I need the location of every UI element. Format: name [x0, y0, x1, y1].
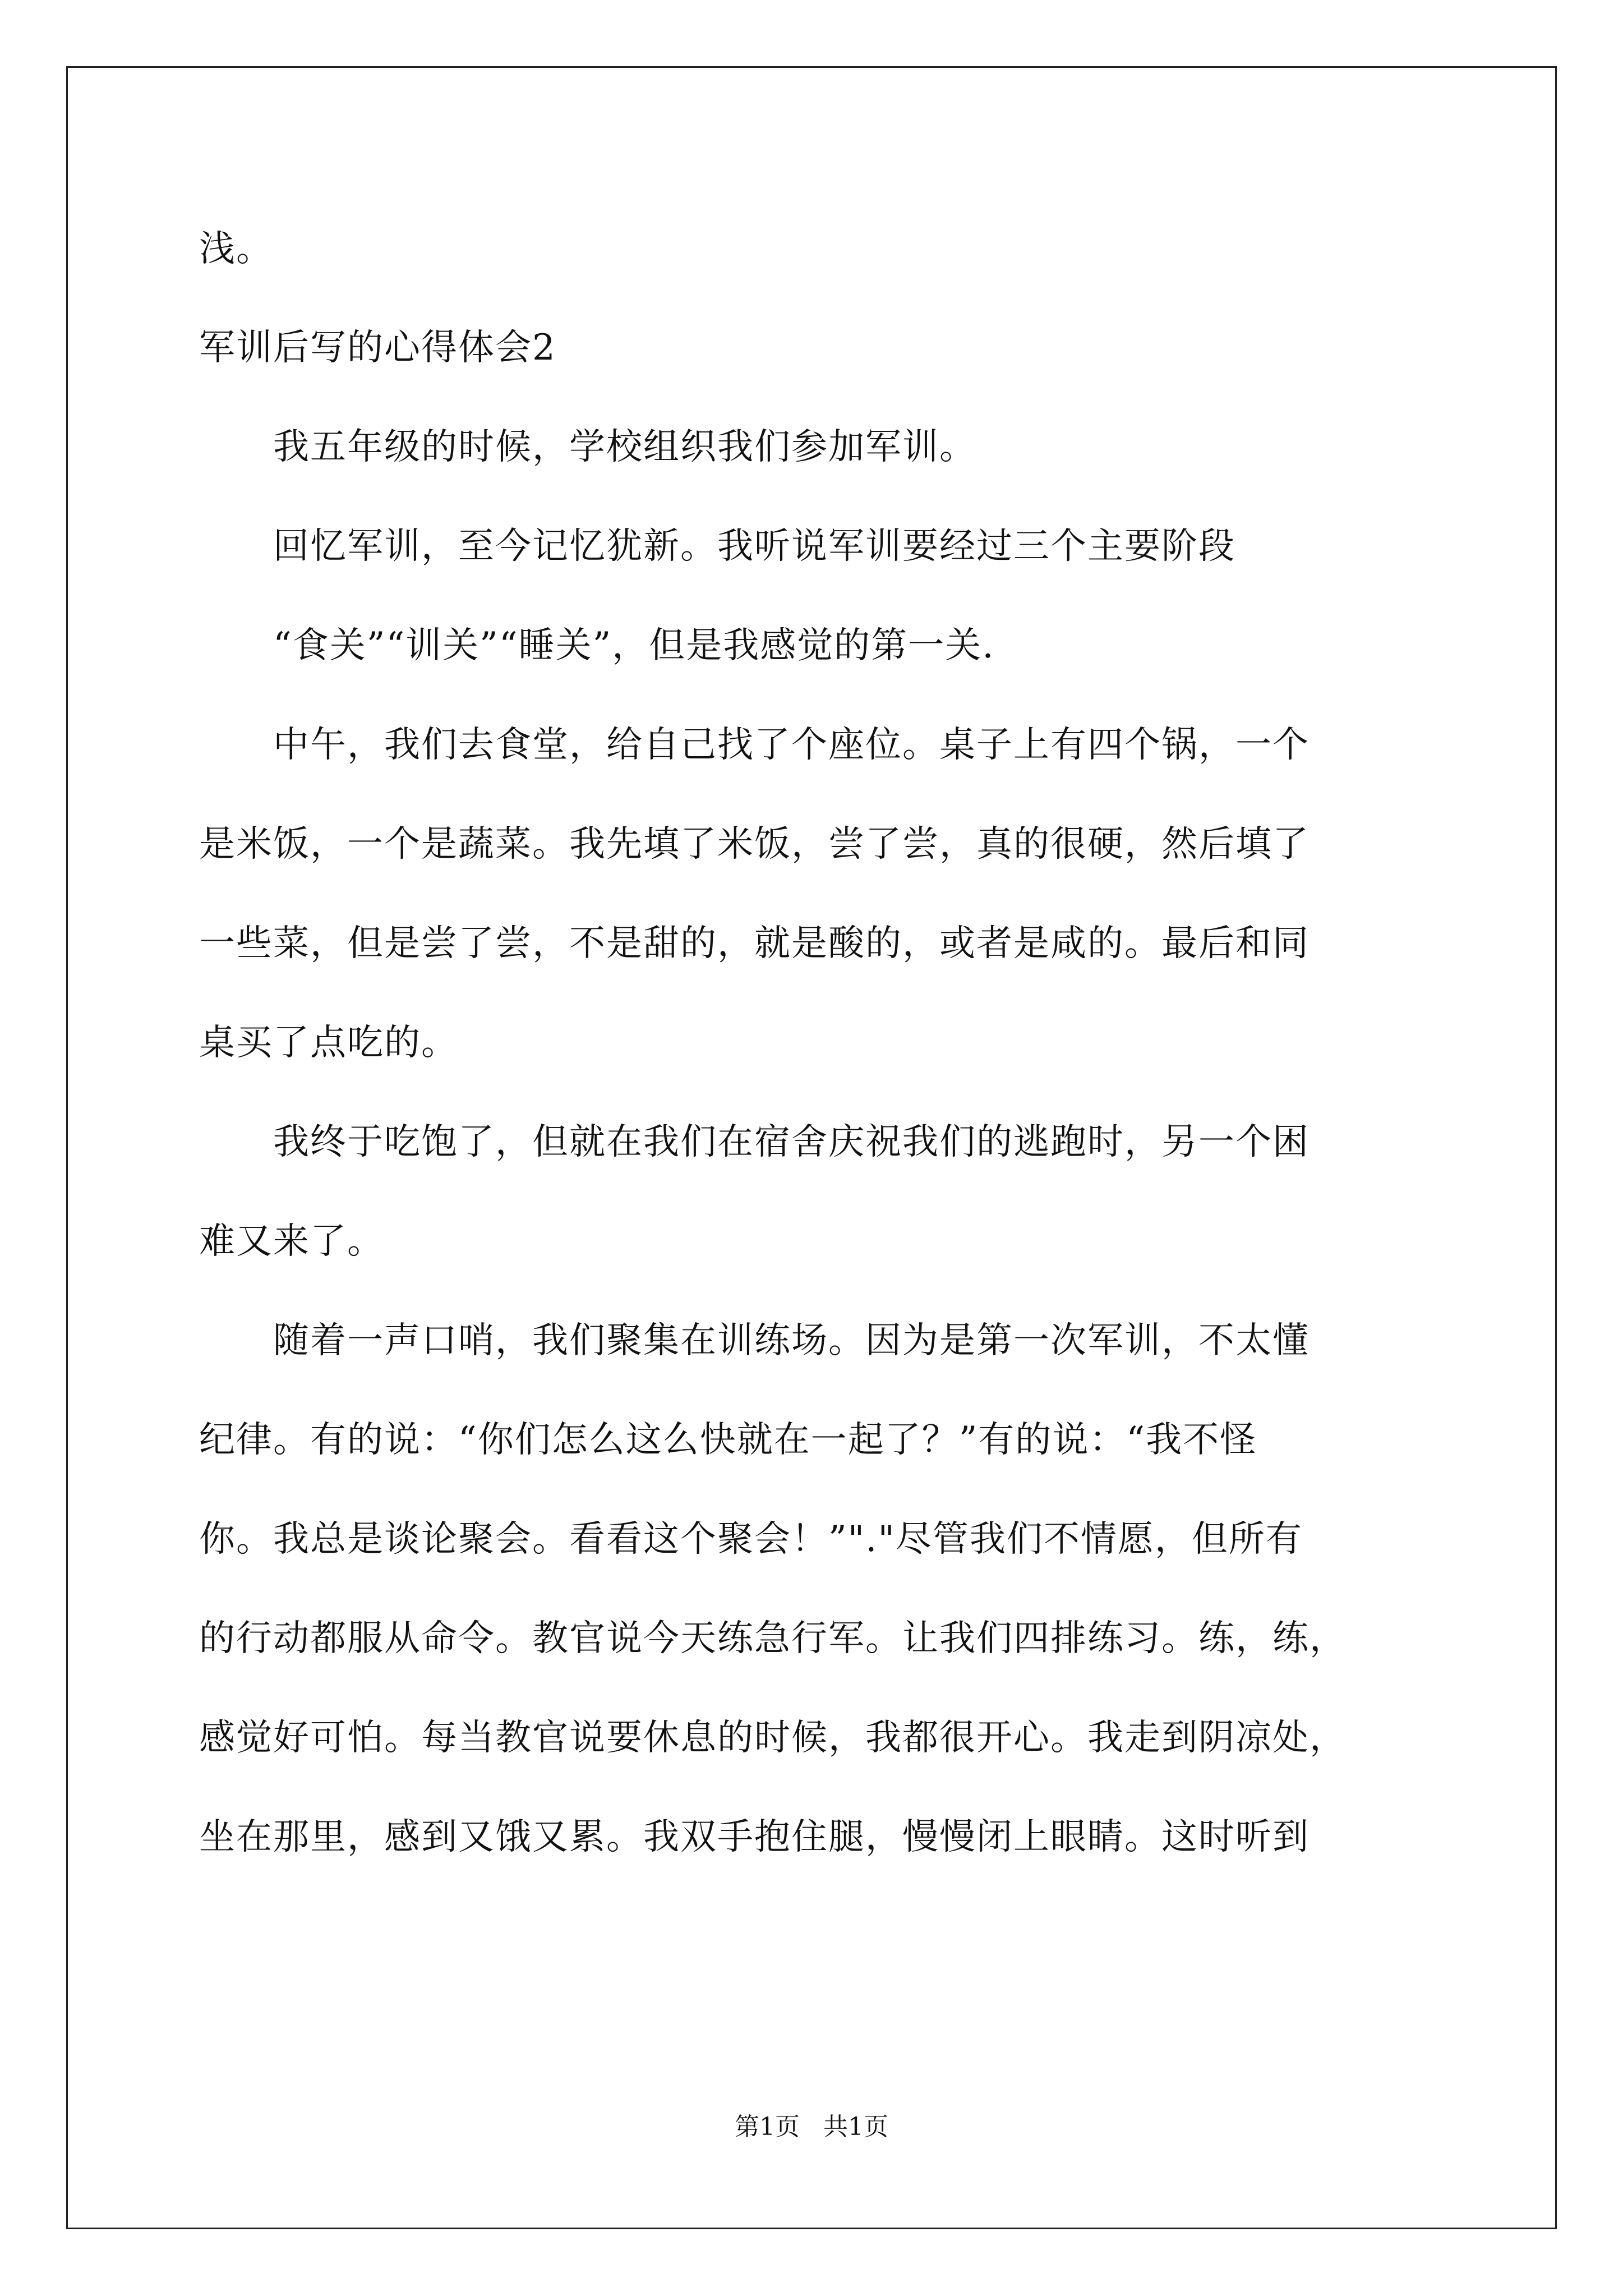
text-line-13: 纪律。有的说：“你们怎么这么快就在一起了？”有的说：“我不怪 [199, 1419, 1257, 1461]
text-line-8: 一些菜，但是尝了尝，不是甜的，就是酸的，或者是咸的。最后和同 [199, 923, 1310, 964]
text-line-17: 坐在那里，感到又饿又累。我双手抱住腿，慢慢闭上眼睛。这时听到 [199, 1816, 1310, 1858]
text-line-12: 随着一声口哨，我们聚集在训练场。因为是第一次军训，不太懂 [199, 1320, 1310, 1361]
text-line-9: 桌买了点吃的。 [199, 1022, 458, 1064]
text-line-11: 难又来了。 [199, 1221, 384, 1262]
text-line-7: 是米饭，一个是蔬菜。我先填了米饭，尝了尝，真的很硬，然后填了 [199, 823, 1310, 865]
page-footer: 第1页 共1页 [735, 2113, 888, 2141]
text-line-14: 你。我总是谈论聚会。看看这个聚会！”"."尽管我们不情愿，但所有 [199, 1519, 1303, 1560]
text-line-16: 感觉好可怕。每当教官说要休息的时候，我都很开心。我走到阴凉处， [199, 1717, 1347, 1759]
text-line-15: 的行动都服从命令。教官说今天练急行军。让我们四排练习。练，练， [199, 1618, 1347, 1659]
text-line-4: 回忆军训，至今记忆犹新。我听说军训要经过三个主要阶段 [199, 526, 1235, 567]
text-line-5: “食关”“训关”“睡关”，但是我感觉的第一关. [199, 625, 995, 666]
section-heading: 军训后写的心得体会2 [199, 327, 556, 369]
text-line-1: 浅。 [199, 228, 273, 270]
text-line-6: 中午，我们去食堂，给自己找了个座位。桌子上有四个锅，一个 [199, 724, 1310, 766]
text-line-3: 我五年级的时候，学校组织我们参加军训。 [199, 426, 976, 468]
text-line-10: 我终于吃饱了，但就在我们在宿舍庆祝我们的逃跑时，另一个困 [199, 1121, 1310, 1163]
